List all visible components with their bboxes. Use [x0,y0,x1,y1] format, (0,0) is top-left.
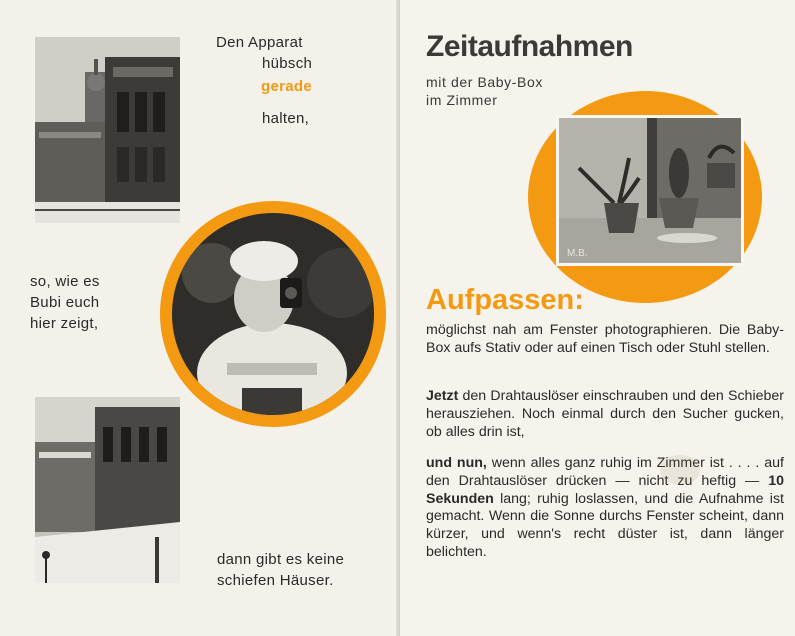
paragraph-3-bold-duration: 10 Sekunden [426,472,784,507]
text-mid-line3: hier zeigt, [30,315,99,332]
text-bottom-line1: dann gibt es keine [217,551,345,568]
paragraph-1: möglichst nah am Fenster photographieren. Die Baby-Box aufs Stativ oder auf einen Tisch oder Stuhl stellen. [426,322,784,356]
paragraph-2-bold: Jetzt [426,388,459,404]
photo-snowy-street [35,397,180,583]
photo-church-tower [35,37,180,223]
photo-boy-with-camera [172,213,374,415]
text-bottom-line2: schiefen Häuser. [217,572,334,589]
section-heading: Aufpassen: [426,284,584,316]
paragraph-3-bold: und nun, [426,455,487,471]
text-mid-line2: Bubi euch [30,294,100,311]
paragraph-2 [426,388,784,441]
paragraph-3 [426,455,784,562]
subtitle-line2: im Zimmer [426,92,498,108]
paragraph-2-text: den Drahtauslöser einschrauben und den Schieber herausziehen. Noch einmal durch den Sucher gucken, ob alles drin ist, [426,388,784,440]
paper-stain [660,455,700,485]
right-page [400,0,795,636]
text-top-line2: hübsch [262,55,313,72]
page-title: Zeitaufnahmen [426,30,633,63]
text-top-line1: Den Apparat [216,34,303,51]
paragraph-3-text-b: lang; ruhig loslassen, und die Aufnahme ist gemacht. Wenn die Sonne durchs Fenster scheint, dann kürzer, und wenn's recht düster ist, dann länger belichten. [426,490,784,560]
photo-initials: M.B. [567,248,588,259]
paragraph-3-text-a: wenn alles ganz ruhig im Zimmer ist . . . . auf den Drahtauslöser drücken — nicht zu heftig — [426,455,784,489]
text-highlight-gerade: gerade [261,78,312,95]
orange-circle-boy [160,201,386,427]
subtitle-line1: mit der Baby-Box [426,74,543,90]
photo-cactus-window [556,115,744,266]
text-mid-line1: so, wie es [30,273,100,290]
text-top-line3: halten, [262,110,310,127]
